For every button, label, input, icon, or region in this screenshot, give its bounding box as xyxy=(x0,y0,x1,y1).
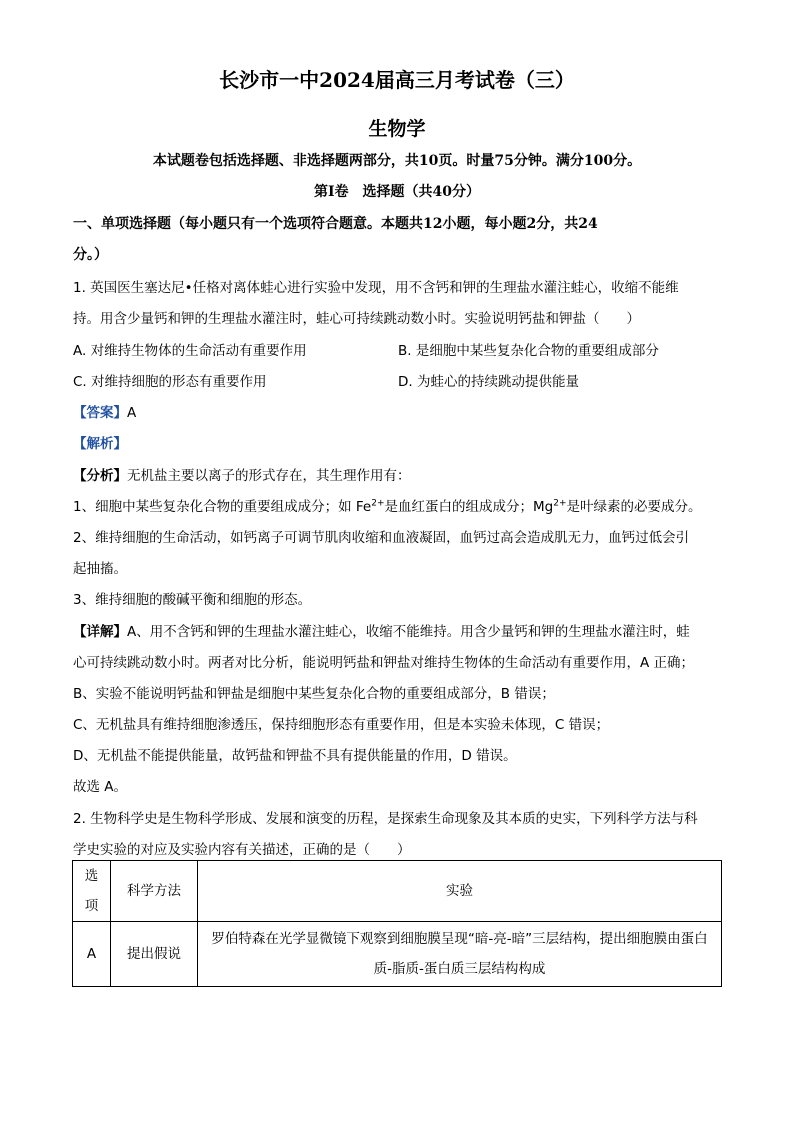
q1-detail-line1 xyxy=(73,620,690,640)
section-heading-line1: 一、单项选择题（每小题只有一个选项符合题意。本题共12小题，每小题2分，共24 xyxy=(73,216,598,232)
subject-title: 生物学 xyxy=(368,118,426,140)
q1-detail-d: D、无机盐不能提供能量，故钙盐和钾盐不具有提供能量的作用，D 错误。 xyxy=(73,748,517,764)
exam-title: 长沙市一中2024届高三月考试卷（三） xyxy=(219,68,575,92)
q1-conclusion: 故选 A。 xyxy=(73,779,128,795)
q2-stem-line2: 学史实验的对应及实验内容有关描述，正确的是（ ） xyxy=(73,842,411,858)
point1-text-b: 是血红蛋白的组成成分；Mg xyxy=(384,499,554,515)
point1-text-a: 1、细胞中某些复杂化合物的重要组成成分；如 Fe xyxy=(73,499,372,515)
header-method: 科学方法 xyxy=(111,861,198,922)
row-method: 提出假说 xyxy=(111,922,198,987)
answer-tag: 【答案】 xyxy=(73,405,127,421)
detail-tag: 【详解】 xyxy=(73,624,127,640)
q1-point2-line2: 起抽搐。 xyxy=(73,561,127,577)
row-option: A xyxy=(73,922,111,987)
fenxi-text: 无机盐主要以离子的形式存在，其生理作用有： xyxy=(127,468,411,484)
detail-text: A、用不含钙和钾的生理盐水灌注蛙心，收缩不能维持。用含少量钙和钾的生理盐水灌注时，蛙 xyxy=(127,624,690,640)
q1-answer xyxy=(73,401,136,421)
q1-detail-b: B、实验不能说明钙盐和钾盐是细胞中某些复杂化合物的重要组成部分，B 错误； xyxy=(73,686,555,702)
q1-detail-c: C、无机盐具有维持细胞渗透压，保持细胞形态有重要作用，但是本实验未体现，C 错误； xyxy=(73,717,610,733)
exam-intro: 本试题卷包括选择题、非选择题两部分，共10页。时量75分钟。满分100分。 xyxy=(152,153,642,169)
header-option: 选项 xyxy=(73,861,111,922)
q1-point1 xyxy=(73,495,702,515)
q2-stem-line1: 2. 生物科学史是生物科学形成、发展和演变的历程，是探索生命现象及其本质的史实，下列科学方法与科 xyxy=(73,811,698,827)
q1-option-c: C. 对维持细胞的形态有重要作用 xyxy=(73,374,267,390)
q1-fenxi xyxy=(73,464,411,484)
q1-point2-line1: 2、维持细胞的生命活动，如钙离子可调节肌肉收缩和血液凝固，血钙过高会造成肌无力，血钙过低会引 xyxy=(73,530,690,546)
q1-point3: 3、维持细胞的酸碱平衡和细胞的形态。 xyxy=(73,592,312,608)
analysis-tag: 【解析】 xyxy=(73,436,127,452)
table-row xyxy=(73,922,722,987)
row-experiment: 罗伯特森在光学显微镜下观察到细胞膜呈现“暗-亮-暗”三层结构，提出细胞膜由蛋白质-脂质-蛋白质三层结构构成 xyxy=(198,922,722,987)
q1-stem-line1: 1. 英国医生塞达尼•任格对离体蛙心进行实验中发现，用不含钙和钾的生理盐水灌注蛙心，收缩不能维 xyxy=(73,280,679,296)
mg-charge: 2+ xyxy=(553,498,567,509)
q1-detail-line2: 心可持续跳动数小时。两者对比分析，能说明钙盐和钾盐对维持生物体的生命活动有重要作用，A 正确； xyxy=(73,655,695,671)
answer-value: A xyxy=(127,405,137,421)
fenxi-tag: 【分析】 xyxy=(73,468,127,484)
q1-option-b: B. 是细胞中某些复杂化合物的重要组成部分 xyxy=(398,343,659,359)
q1-stem-line2: 持。用含少量钙和钾的生理盐水灌注时，蛙心可持续跳动数小时。实验说明钙盐和钾盐（ ） xyxy=(73,311,640,327)
q2-table xyxy=(72,860,722,987)
q1-option-a: A. 对维持生物体的生命活动有重要作用 xyxy=(73,343,307,359)
part-heading: 第Ⅰ卷 选择题（共40分） xyxy=(313,184,481,200)
point1-text-c: 是叶绿素的必要成分。 xyxy=(566,499,702,515)
header-experiment: 实验 xyxy=(198,861,722,922)
fe-charge: 2+ xyxy=(371,498,385,509)
q1-analysis-tag xyxy=(73,432,127,452)
section-heading-line2: 分。） xyxy=(73,247,108,263)
table-header-row xyxy=(73,861,722,922)
q1-option-d: D. 为蛙心的持续跳动提供能量 xyxy=(398,374,579,390)
